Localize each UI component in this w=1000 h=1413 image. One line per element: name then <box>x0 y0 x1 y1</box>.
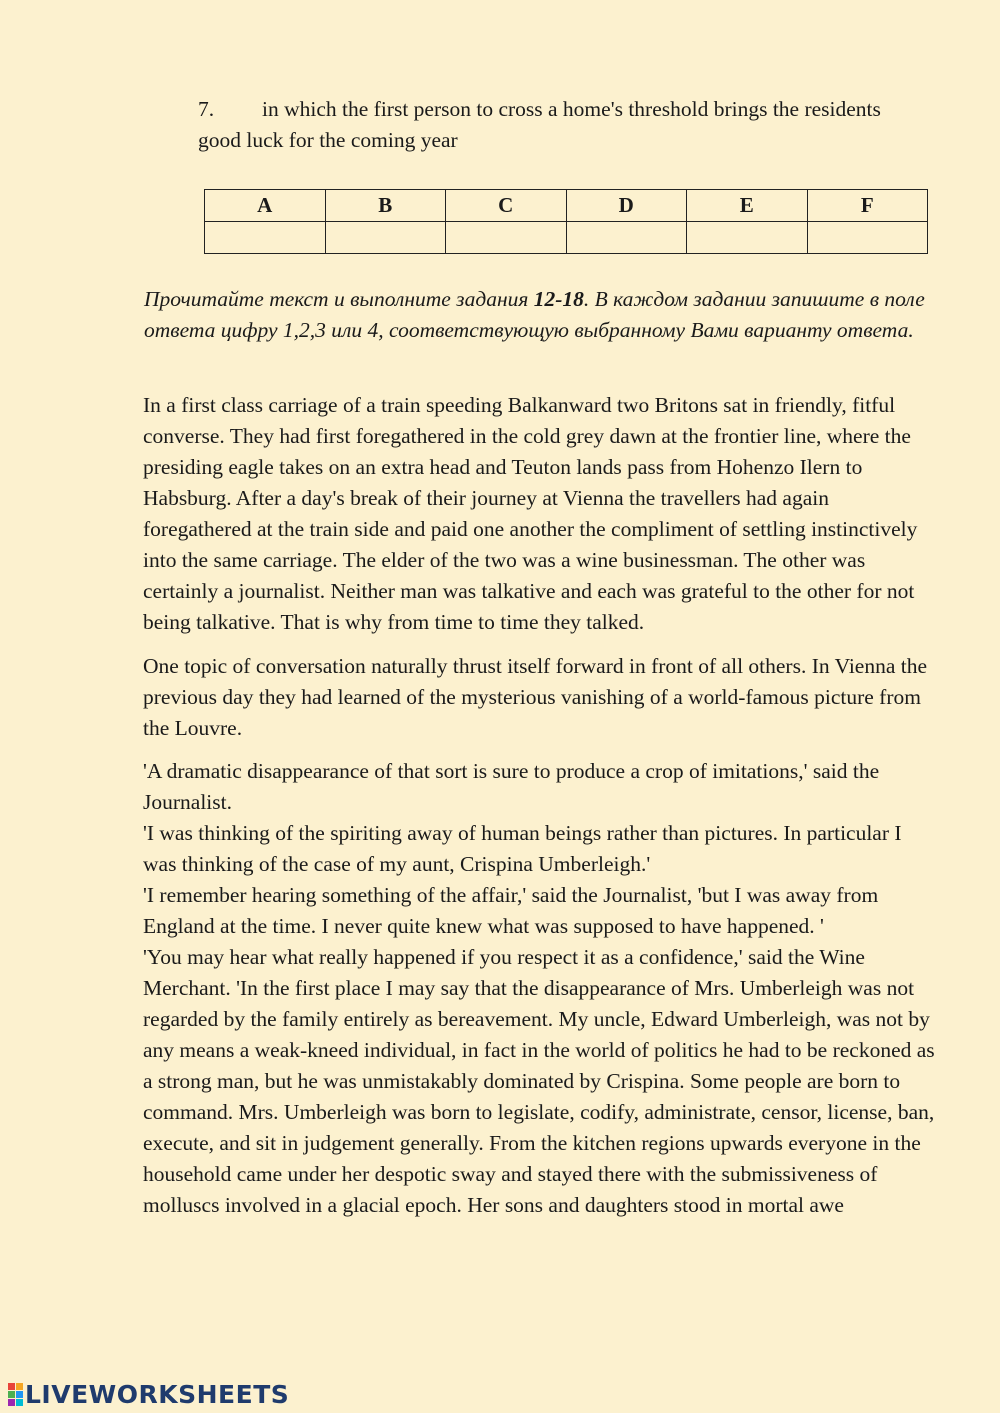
logo-text: LIVEWORKSHEETS <box>25 1379 290 1409</box>
dialog-line: 'You may hear what really happened if you respect it as a confidence,' said the Wine Merchant. 'In the first place I may say that the disappearance of Mrs. Umberleigh was not regarded by the family entirely as bereavement. My uncle, Edward Umberleigh, was not by any means a weak-kneed individual, in fact in the world of politics he had to be reckoned as a strong man, but he was unmistakably dominated by Crispina. Some people are born to command. Mrs. Umberleigh was born to legislate, codify, administrate, censor, license, ban, execute, and sit in judgement generally. From the kitchen regions upwards everyone in the household came under her despotic sway and stayed there with the submissiveness of molluscs involved in a glacial epoch. Her sons and daughters stood in mortal awe <box>143 945 935 1217</box>
item-number: 7. <box>198 97 215 121</box>
answer-header-b: B <box>325 190 446 222</box>
task-instructions <box>144 284 934 346</box>
question-item-7 <box>198 94 918 156</box>
logo-square <box>8 1399 15 1406</box>
answer-header-c: C <box>446 190 567 222</box>
answer-header-e: E <box>687 190 808 222</box>
dialog-line: 'I remember hearing something of the affair,' said the Journalist, 'but I was away from England at the time. I never quite knew what was supposed to have happened. ' <box>143 883 879 938</box>
instructions-part1: Прочитайте текст и выполните задания <box>144 287 534 311</box>
logo-square <box>8 1383 15 1390</box>
dialog-line: 'A dramatic disappearance of that sort is sure to produce a crop of imitations,' said the Journalist. <box>143 759 880 814</box>
answer-header-a: A <box>205 190 326 222</box>
answer-table-input-row <box>205 222 928 254</box>
item-text: in which the first person to cross a home's threshold brings the residents good luck for the coming year <box>198 97 881 152</box>
answer-cell-a[interactable] <box>205 222 326 254</box>
reading-text <box>143 390 938 1221</box>
answer-cell-e[interactable] <box>687 222 808 254</box>
logo-square <box>16 1399 23 1406</box>
answer-table <box>204 189 928 254</box>
dialog-line: 'I was thinking of the spiriting away of human beings rather than pictures. In particular I was thinking of the case of my aunt, Crispina Umberleigh.' <box>143 821 902 876</box>
story-paragraph: One topic of conversation naturally thrust itself forward in front of all others. In Vienna the previous day they had learned of the mysterious vanishing of a world-famous picture from the Louvre. <box>143 653 928 740</box>
story-paragraph: In a first class carriage of a train speeding Balkanward two Britons sat in friendly, fitful converse. They had first foregathered in the cold grey dawn at the frontier line, where the presiding eagle takes on an extra head and Teuton lands pass from Hohenzo Ilern to Habsburg. After a day's break of their journey at Vienna the travellers had again foregathered at the train side and paid one another the compliment of settling instinctively into the same carriage. The elder of the two was a wine businessman. The other was certainly a journalist. Neither man was talkative and each was grateful to the other for not being talkative. That is why from time to time they talked. <box>143 393 918 634</box>
instructions-part2: . В каждом задании запишите в поле ответа цифру 1,2,3 или 4, соответствующую выбранному Вами варианту ответа. <box>144 287 925 342</box>
answer-cell-f[interactable] <box>807 222 928 254</box>
answer-header-f: F <box>807 190 928 222</box>
logo-square <box>8 1391 15 1398</box>
answer-header-d: D <box>566 190 687 222</box>
answer-cell-d[interactable] <box>566 222 687 254</box>
logo-square <box>16 1391 23 1398</box>
instructions-task-range: 12-18 <box>533 287 584 311</box>
liveworksheets-logo <box>8 1380 289 1408</box>
logo-square <box>16 1383 23 1390</box>
answer-table-header-row <box>205 190 928 222</box>
answer-cell-b[interactable] <box>325 222 446 254</box>
logo-mark-icon <box>8 1383 23 1406</box>
answer-cell-c[interactable] <box>446 222 567 254</box>
